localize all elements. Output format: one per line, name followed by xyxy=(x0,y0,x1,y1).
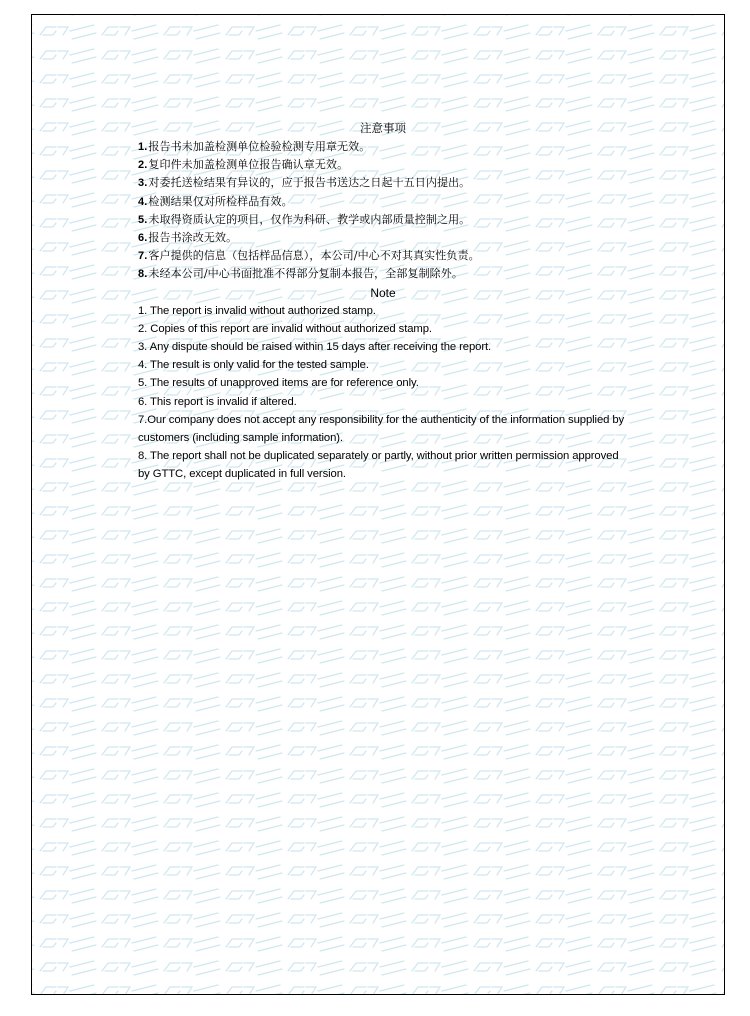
item-number: 7. xyxy=(138,250,148,263)
item-text: 客户提供的信息（包括样品信息），本公司/中心不对其真实性负责。 xyxy=(148,249,480,263)
note-item-en: 6. This report is invalid if altered. xyxy=(138,395,297,408)
report-page xyxy=(31,14,725,995)
item-text: 报告书涂改无效。 xyxy=(148,230,238,244)
notice-item-zh xyxy=(138,138,628,156)
notice-item-zh xyxy=(138,247,628,265)
note-item-en: 1. The report is invalid without authorized stamp. xyxy=(138,304,376,317)
item-text: 检测结果仅对所检样品有效。 xyxy=(148,194,293,208)
note-title-en: Note xyxy=(370,285,396,300)
notice-item-zh xyxy=(138,174,628,192)
item-number: 5. xyxy=(138,213,148,226)
notice-title-zh: 注意事项 xyxy=(360,121,406,135)
note-item-en: 3. Any dispute should be raised within 15 days after receiving the report. xyxy=(138,340,492,353)
item-number: 8. xyxy=(138,268,148,281)
notice-item-zh xyxy=(138,229,628,247)
note-item-en: 8. The report shall not be duplicated separately or partly, without prior written permission approved by GTTC, except duplicated in full version. xyxy=(138,450,619,481)
notice-item-zh xyxy=(138,265,628,283)
item-number: 1. xyxy=(138,141,148,153)
notice-item-zh xyxy=(138,211,628,229)
item-text: 复印件未加盖检测单位报告确认章无效。 xyxy=(148,158,349,172)
notice-item-zh xyxy=(138,156,628,174)
note-item-en: 5. The results of unapproved items are for reference only. xyxy=(138,377,419,390)
item-number: 4. xyxy=(138,195,148,208)
note-item-en: 2. Copies of this report are invalid without authorized stamp. xyxy=(138,322,432,335)
item-text: 报告书未加盖检测单位检验检测专用章无效。 xyxy=(148,140,371,153)
item-number: 3. xyxy=(138,177,148,190)
item-text: 对委托送检结果有异议的，应于报告书送达之日起十五日内提出。 xyxy=(148,176,471,190)
note-item-en: 7.Our company does not accept any responsibility for the authenticity of the information supplied by customers (including sample information). xyxy=(138,413,625,444)
notice-item-zh xyxy=(138,193,628,211)
note-item-en: 4. The result is only valid for the tested sample. xyxy=(138,359,369,372)
item-number: 6. xyxy=(138,231,148,244)
item-text: 未取得资质认定的项目，仅作为科研、教学或内部质量控制之用。 xyxy=(148,212,471,226)
item-number: 2. xyxy=(138,159,148,172)
item-text: 未经本公司/中心书面批准不得部分复制本报告，全部复制除外。 xyxy=(148,267,463,281)
notice-content xyxy=(138,119,628,484)
